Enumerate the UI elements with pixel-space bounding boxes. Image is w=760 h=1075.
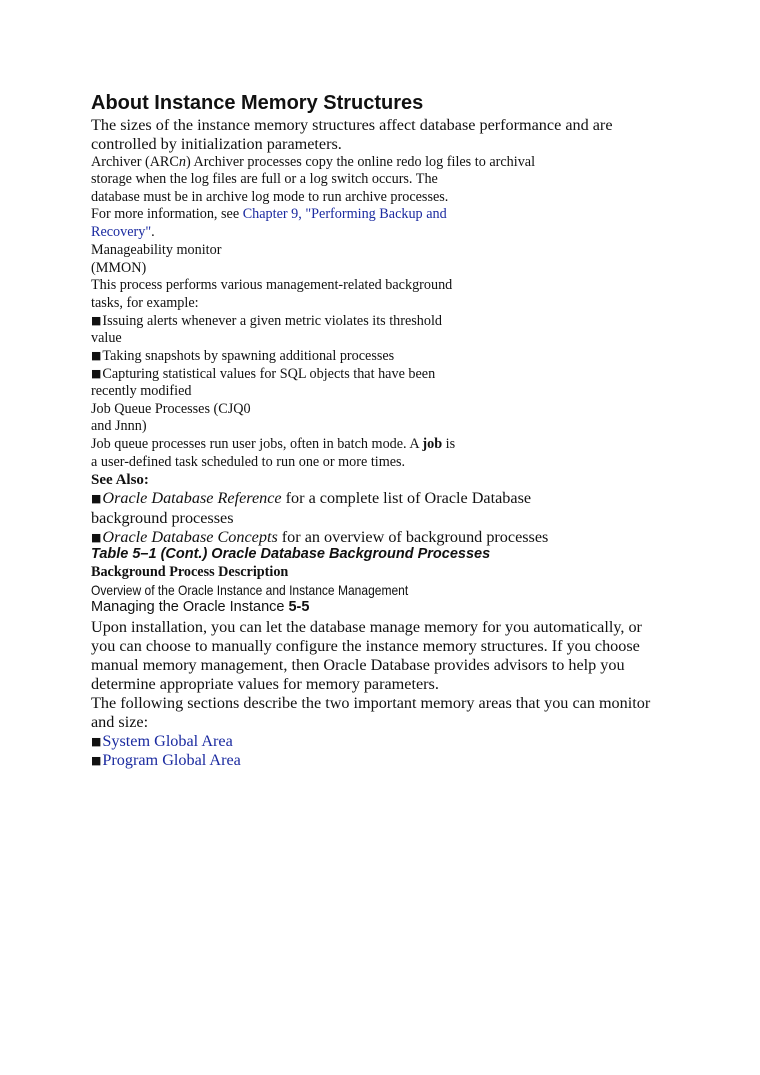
jobqueue-line-4: a user-defined task scheduled to run one or more times. [91,454,406,470]
page-footer [91,599,309,616]
archiver-line-4 [91,206,447,223]
bullet-text: Capturing statistical values for SQL objects that have been [102,366,436,382]
body-p2-line-1: The following sections describe the two important memory areas that you can monitor [91,694,651,712]
system-global-area-link[interactable]: System Global Area [102,732,233,750]
archiver-line-5 [91,224,155,241]
see-also-text: for an overview of background processes [277,528,549,546]
bullet-icon: ■ [91,314,102,327]
mmon-bullet-3-cont: recently modified [91,383,192,399]
bullet-icon: ■ [91,349,102,362]
archiver-line-1 [91,154,535,171]
period: . [151,224,155,240]
see-also-item-1 [91,489,531,508]
more-info-text: For more information, see [91,206,243,222]
jobqueue-line-3 [91,436,455,453]
table-caption: Table 5–1 (Cont.) Oracle Database Background Processes [91,546,491,562]
bullet-icon: ■ [91,367,102,380]
page-number: 5-5 [288,599,310,615]
running-header [91,582,460,599]
chapter-9-link[interactable]: Chapter 9, "Performing Backup and [242,206,447,222]
see-also-item-2 [91,528,548,547]
jobqueue-line-2: and Jnnn) [91,418,147,434]
body-p1-line-1: Upon installation, you can let the database manage memory for you automatically, or [91,618,642,636]
intro-line-2: controlled by initialization parameters. [91,135,342,153]
mmon-line-4: tasks, for example: [91,295,199,311]
intro-line-1: The sizes of the instance memory structures affect database performance and are [91,116,613,134]
mmon-bullet-1 [91,312,442,330]
bullet-icon: ■ [91,531,102,544]
archiver-text: Archiver (ARC [91,154,179,170]
archiver-line-2: storage when the log files are full or a log switch occurs. The [91,171,438,187]
bullet-text: Taking snapshots by spawning additional processes [102,348,395,364]
mmon-line-2: (MMON) [91,260,147,276]
mmon-line-3: This process performs various management-related background [91,277,453,293]
mmon-line-1: Manageability monitor [91,242,222,258]
chapter-9-link-cont[interactable]: Recovery" [91,224,152,240]
archiver-n: n [178,154,186,170]
jobqueue-text-rest: is [442,436,456,452]
see-also-label: See Also: [91,472,149,488]
bullet-icon: ■ [91,492,102,505]
pga-list-item [91,751,241,770]
archiver-line-3: database must be in archive log mode to run archive processes. [91,189,449,205]
reference-title: Oracle Database Reference [102,489,282,507]
body-p2-line-2: and size: [91,713,149,731]
mmon-bullet-2 [91,347,394,365]
see-also-text: for a complete list of Oracle Database [281,489,532,507]
mmon-bullet-3 [91,365,435,383]
table-header: Background Process Description [91,564,289,580]
body-p1-line-4: determine appropriate values for memory parameters. [91,675,439,693]
body-p1-line-2: you can choose to manually configure the instance memory structures. If you choose [91,637,640,655]
bullet-text: Issuing alerts whenever a given metric violates its threshold [102,313,443,329]
job-term: job [422,436,443,452]
jobqueue-text: Job queue processes run user jobs, often in batch mode. A [91,436,423,452]
see-also-item-1-cont: background processes [91,509,234,527]
mmon-bullet-1-cont: value [91,330,122,346]
body-p1-line-3: manual memory management, then Oracle Database provides advisors to help you [91,656,625,674]
program-global-area-link[interactable]: Program Global Area [102,751,241,769]
footer-text: Managing the Oracle Instance [91,599,289,615]
sga-list-item [91,732,233,751]
page-title: About Instance Memory Structures [91,92,424,114]
bullet-icon: ■ [91,735,102,748]
running-header-text: Overview of the Oracle Instance and Instance Management [91,582,409,598]
archiver-text-rest: ) Archiver processes copy the online redo log files to archival [185,154,536,170]
jobqueue-line-1: Job Queue Processes (CJQ0 [91,401,251,417]
bullet-icon: ■ [91,754,102,767]
concepts-title: Oracle Database Concepts [102,528,278,546]
